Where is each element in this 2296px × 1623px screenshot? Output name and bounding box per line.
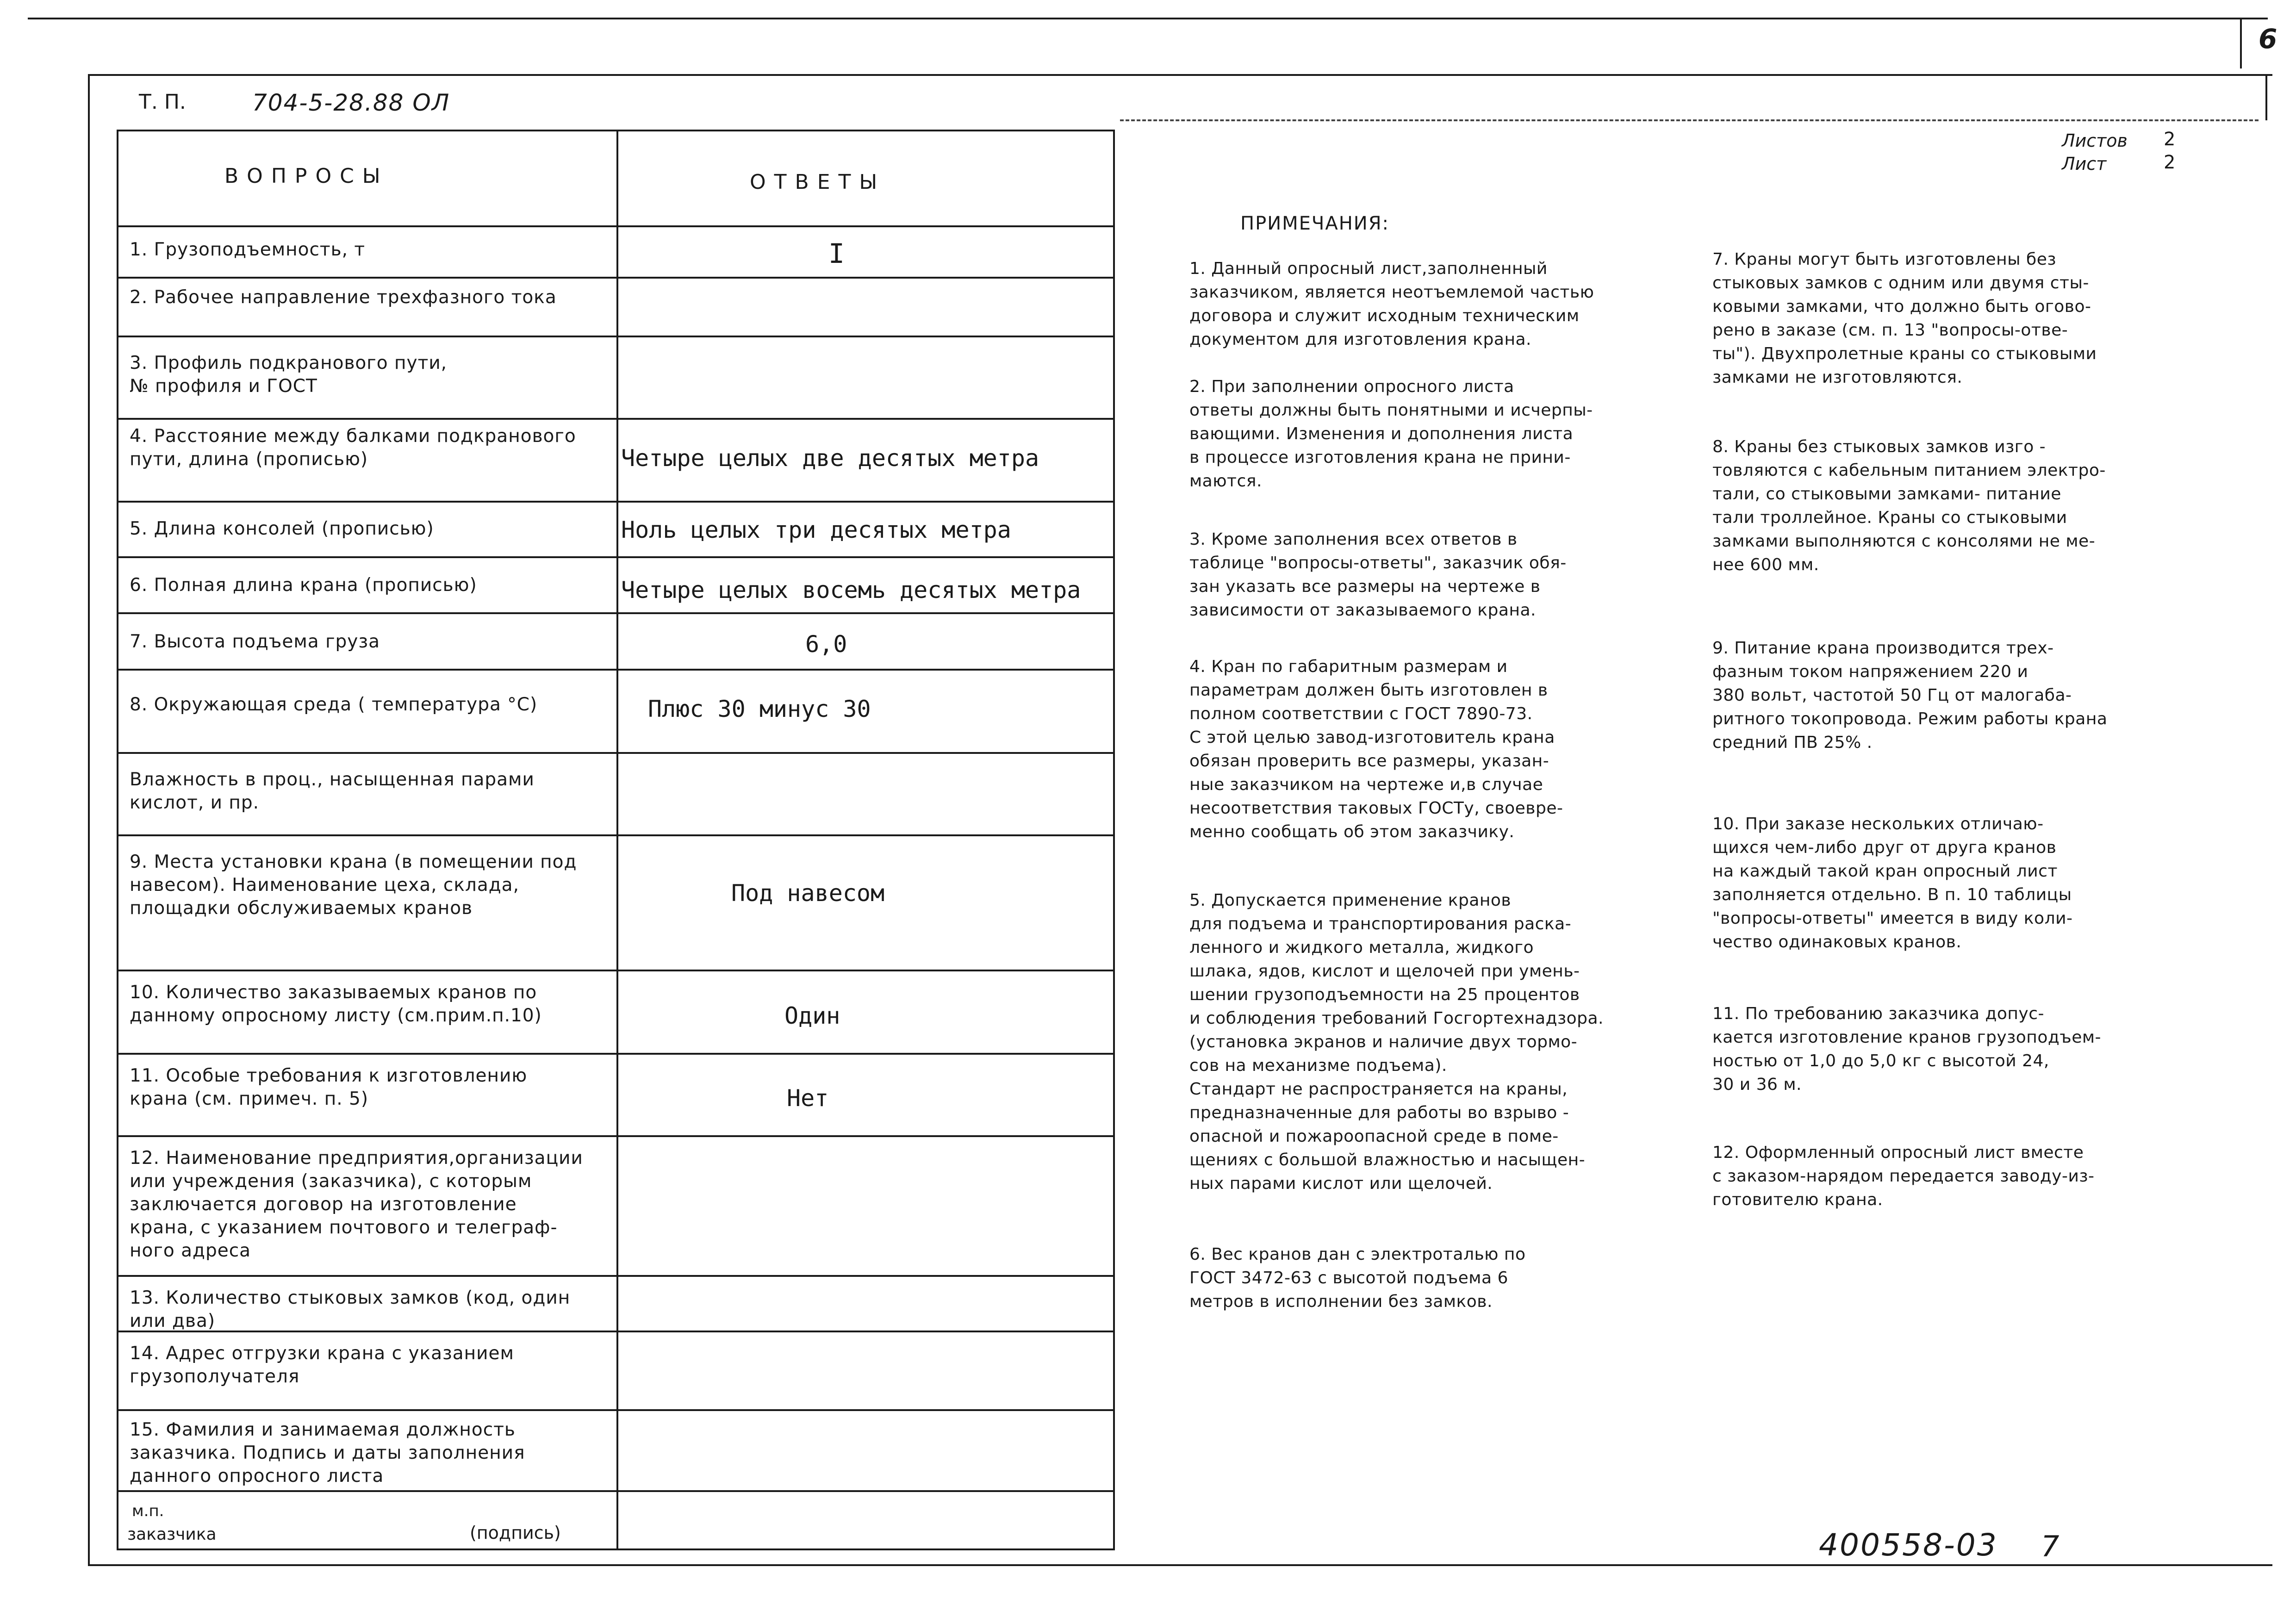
question-8-humidity: Влажность в проц., насыщенная парами кислот, и пр.: [130, 769, 535, 813]
question-13: 13. Количество стыковых замков (код, один или два): [130, 1287, 571, 1331]
stamp-label: м.п.: [132, 1502, 164, 1520]
row-line: [117, 277, 1115, 279]
question-1: 1. Грузоподъемность, т: [130, 239, 366, 260]
question-6: 6. Полная длина крана (прописью): [130, 575, 477, 596]
note-11: 11. По требованию заказчика допус- кается изготовление кранов грузоподъем- ностью от 1,0 до 5,0 кг с высотой 24, 30 и 36 м.: [1712, 1004, 2101, 1094]
answer-8[interactable]: Плюс 30 минус 30: [648, 696, 871, 722]
frame-top-line: [88, 74, 2272, 76]
inventory-number: 400558-03: [1819, 1527, 1998, 1563]
question-8: 8. Окружающая среда ( температура °С): [130, 694, 538, 715]
doc-code: 704-5-28.88 ОЛ: [252, 89, 450, 116]
question-4: 4. Расстояние между балками подкранового пути, длина (прописью): [130, 426, 576, 470]
signature-label: (подпись): [470, 1523, 561, 1543]
note-2: 2. При заполнении опросного листа ответы должны быть понятными и исчерпы- вающими. Изменения и дополнения листа в процессе изготовления крана не прини- маются.: [1189, 377, 1593, 491]
question-2: 2. Рабочее направление трехфазного тока: [130, 287, 557, 308]
row-line: [117, 752, 1115, 754]
sheets-label: Листов: [2062, 131, 2128, 151]
answer-1[interactable]: I: [828, 238, 845, 269]
question-10: 10. Количество заказываемых кранов по данному опросному листу (см.прим.п.10): [130, 982, 542, 1026]
table-right-line: [1113, 130, 1115, 1550]
notes-title: ПРИМЕЧАНИЯ:: [1240, 213, 1389, 234]
question-9: 9. Места установки крана (в помещении под навесом). Наименование цеха, склада, площадки обслуживаемых кранов: [130, 852, 577, 919]
row-line: [117, 556, 1115, 558]
table-left-line: [117, 130, 118, 1550]
note-12: 12. Оформленный опросный лист вместе с заказом-нарядом передается заводу-из- готовителю крана.: [1712, 1143, 2095, 1209]
row-line: [117, 834, 1115, 836]
row-line: [117, 225, 1115, 227]
sheet-value: 2: [2164, 152, 2176, 173]
top-border-line: [28, 18, 2268, 19]
note-4: 4. Кран по габаритным размерам и параметрам должен быть изготовлен в полном соответствии с ГОСТ 7890-73. С этой целью завод-изготовитель крана обязан проверить все размеры, указан- ные заказчиком на чертеже и,в случае несоответствия таковых ГОСТу, своевре- менно сообщать об этом заказчику.: [1189, 657, 1563, 841]
note-9: 9. Питание крана производится трех- фазным током напряжением 220 и 380 вольт, частотой 50 Гц от малогаба- ритного токопровода. Режим работы крана средний ПВ 25% .: [1712, 639, 2108, 752]
row-line: [117, 612, 1115, 614]
row-line: [117, 1548, 1115, 1550]
row-line: [117, 336, 1115, 337]
note-8: 8. Краны без стыковых замков изго - товляются с кабельным питанием электро- тали, со стыковыми замками- питание тали троллейное. Краны со стыковыми замками выполняются с консолями не ме- нее 600 мм.: [1712, 437, 2106, 574]
questions-column-header: ВОПРОСЫ: [224, 164, 389, 188]
answer-4[interactable]: Четыре целых две десятых метра: [621, 445, 1039, 472]
page-number: 7: [2041, 1530, 2060, 1563]
note-5: 5. Допускается применение кранов для подъема и транспортирования раска- ленного и жидкого металла, жидкого шлака, ядов, кислот и щелочей при умень- шении грузоподъемности на 25 процентов и соблюдения требований Госгортехнадзора. (установка экранов и наличие двух тормо- сов на механизме подъема). Стандарт не распространяется на краны, предназначенные для работы во взрыво - опасной и пожароопасной среде в поме- щениях с большой влажностью и насыщен- ных парами кислот или щелочей.: [1189, 891, 1604, 1193]
note-7: 7. Краны могут быть изготовлены без стыковых замков с одним или двумя сты- ковыми замками, что должно быть огово- рено в заказе (см. п. 13 "вопросы-отве- ты"). Двухпролетные краны со стыковыми замками не изготовляются.: [1712, 250, 2097, 387]
note-6: 6. Вес кранов дан с электроталью по ГОСТ 3472-63 с высотой подъема 6 метров в исполнении без замков.: [1189, 1245, 1526, 1311]
note-1: 1. Данный опросный лист,заполненный заказчиком, является неотъемлемой частью договора и служит исходным техническим документом для изготовления крана.: [1189, 259, 1594, 349]
sheet-label: Лист: [2062, 154, 2107, 174]
row-line: [117, 1053, 1115, 1055]
row-line: [117, 130, 1115, 131]
header-dashed-line: [1120, 119, 2259, 122]
question-11: 11. Особые требования к изготовлению крана (см. примеч. п. 5): [130, 1065, 528, 1109]
sheets-value: 2: [2164, 129, 2176, 150]
row-line: [117, 669, 1115, 671]
corner-box-line: [2240, 18, 2242, 68]
answer-10[interactable]: Один: [784, 1002, 840, 1029]
customer-label: заказчика: [127, 1525, 217, 1544]
note-3: 3. Кроме заполнения всех ответов в таблице "вопросы-ответы", заказчик обя- зан указать все размеры на чертеже в зависимости от заказываемого крана.: [1189, 530, 1567, 620]
row-line: [117, 418, 1115, 420]
row-line: [117, 1490, 1115, 1492]
frame-right-line: [2265, 74, 2267, 120]
row-line: [117, 1275, 1115, 1277]
row-line: [117, 1409, 1115, 1411]
answer-7[interactable]: 6,0: [805, 631, 847, 658]
answers-column-header: ОТВЕТЫ: [750, 170, 886, 194]
corner-number: 6: [2259, 23, 2277, 55]
row-line: [117, 1135, 1115, 1137]
question-14: 14. Адрес отгрузки крана с указанием грузополучателя: [130, 1343, 514, 1387]
row-line: [117, 970, 1115, 971]
frame-bottom-line: [88, 1564, 2272, 1566]
answer-5[interactable]: Ноль целых три десятых метра: [621, 516, 1011, 543]
question-3: 3. Профиль подкранового пути, № профиля и ГОСТ: [130, 353, 448, 397]
doc-prefix: Т. П.: [139, 90, 186, 114]
question-15: 15. Фамилия и занимаемая должность заказчика. Подпись и даты заполнения данного опросного листа: [130, 1419, 525, 1486]
note-10: 10. При заказе нескольких отличаю- щихся чем-либо друг от друга кранов на каждый такой кран опросный лист заполняется отдельно. В п. 10 таблицы "вопросы-ответы" имеется в виду коли- чество одинаковых кранов.: [1712, 815, 2073, 951]
answer-9[interactable]: Под навесом: [731, 880, 885, 907]
answer-11[interactable]: Нет: [787, 1085, 829, 1112]
row-line: [117, 501, 1115, 503]
question-5: 5. Длина консолей (прописью): [130, 518, 434, 539]
question-12: 12. Наименование предприятия,организации или учреждения (заказчика), с которым заключается договор на изготовление крана, с указанием почтового и телеграф- ного адреса: [130, 1148, 583, 1261]
table-mid-line: [616, 130, 618, 1550]
frame-left-line: [88, 74, 90, 1564]
answer-6[interactable]: Четыре целых восемь десятых метра: [621, 577, 1081, 603]
question-7: 7. Высота подъема груза: [130, 631, 380, 652]
